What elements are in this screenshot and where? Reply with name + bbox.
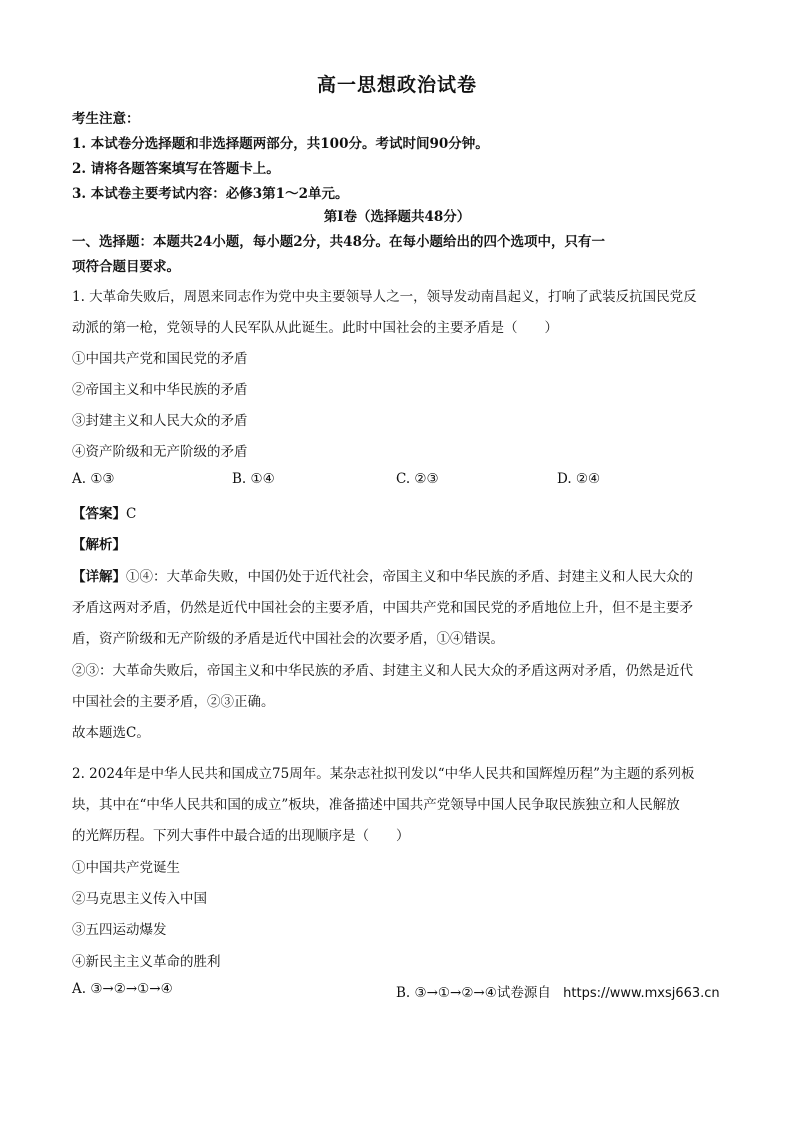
part-one-instruction-line2: 项符合题目要求。	[72, 259, 180, 275]
watermark-url: https://www.mxsj663.cn	[563, 986, 720, 1001]
q2-stem-line3: 的光辉历程。下列大事件中最合适的出现顺序是（ ）	[72, 828, 410, 844]
q1-statement-2: ②帝国主义和中华民族的矛盾	[72, 382, 248, 398]
q1-answer-row	[72, 502, 722, 522]
answer-tag: 【答案】	[72, 506, 126, 522]
q1-stem-line1: 1. 大革命失败后，周恩来同志作为党中央主要领导人之一，领导发动南昌起义，打响了武装反抗国民党反	[72, 289, 697, 305]
q2-statement-3: ③五四运动爆发	[72, 922, 167, 938]
q1-statement-3: ③封建主义和人民大众的矛盾	[72, 413, 248, 429]
answer-value: C	[126, 506, 137, 522]
q2-stem-line2: 块，其中在“中华人民共和国的成立”板块，准备描述中国共产党领导中国人民争取民族独立和人民解放	[72, 797, 680, 813]
q2-option-b-row	[396, 981, 720, 1001]
q1-detail-line4: ②③：大革命失败后，帝国主义和中华民族的矛盾、封建主义和人民大众的矛盾这两对矛盾，仍然是近代	[72, 663, 693, 679]
q1-detail-line1	[72, 565, 722, 585]
q2-statement-2: ②马克思主义传入中国	[72, 891, 207, 907]
analysis-tag: 【解析】	[72, 537, 126, 553]
q1-statement-4: ④资产阶级和无产阶级的矛盾	[72, 444, 248, 460]
notice-heading: 考生注意：	[72, 111, 140, 127]
q1-option-d: D. ②④	[557, 471, 601, 487]
section-heading: 第Ⅰ卷（选择题共48分）	[323, 209, 471, 225]
q1-detail-line2: 矛盾这两对矛盾，仍然是近代中国社会的主要矛盾，中国共产党和国民党的矛盾地位上升，但不是主要矛	[72, 600, 693, 616]
q1-option-c: C. ②③	[396, 471, 439, 487]
detail-text-1: ①④：大革命失败，中国仍处于近代社会，帝国主义和中华民族的矛盾、封建主义和人民大众的	[126, 569, 693, 585]
part-one-instruction-line1: 一、选择题：本题共24小题，每小题2分，共48分。在每小题给出的四个选项中，只有一	[72, 234, 605, 250]
q2-statement-4: ④新民主主义革命的胜利	[72, 954, 221, 970]
watermark-text: 试卷源自	[496, 985, 551, 1001]
q1-option-a: A. ①③	[72, 471, 115, 487]
q1-conclusion: 故本题选C。	[72, 725, 150, 741]
q1-analysis-row	[72, 533, 722, 553]
q1-option-b: B. ①④	[232, 471, 275, 487]
detail-tag: 【详解】	[72, 569, 126, 585]
notice-item-3: 3. 本试卷主要考试内容：必修3第1～2单元。	[72, 186, 349, 202]
q2-option-a: A. ③→②→①→④	[72, 981, 173, 997]
q1-detail-line3: 盾，资产阶级和无产阶级的矛盾是近代中国社会的次要矛盾，①④错误。	[72, 631, 504, 647]
q1-detail-line5: 中国社会的主要矛盾，②③正确。	[72, 694, 275, 710]
q1-statement-1: ①中国共产党和国民党的矛盾	[72, 351, 248, 367]
notice-item-2: 2. 请将各题答案填写在答题卡上。	[72, 161, 280, 177]
q2-option-b: B. ③→①→②→④	[396, 985, 497, 1001]
q1-stem-line2: 动派的第一枪，党领导的人民军队从此诞生。此时中国社会的主要矛盾是（ ）	[72, 320, 558, 336]
page-title: 高一思想政治试卷	[316, 74, 477, 96]
q2-statement-1: ①中国共产党诞生	[72, 860, 180, 876]
q2-stem-line1: 2. 2024年是中华人民共和国成立75周年。某杂志社拟刊发以“中华人民共和国辉煌历程”为主题的系列板	[72, 766, 695, 782]
notice-item-1: 1. 本试卷分选择题和非选择题两部分，共100分。考试时间90分钟。	[72, 136, 489, 152]
